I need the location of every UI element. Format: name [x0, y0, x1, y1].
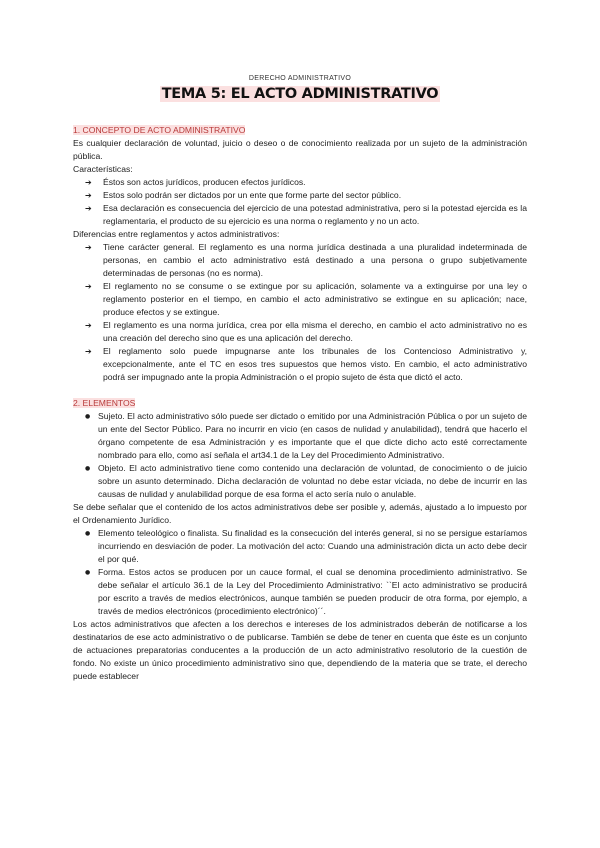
subject-label: DERECHO ADMINISTRATIVO — [248, 75, 352, 82]
list-item: ➔ Estos solo podrán ser dictados por un ente que forme parte del sector público. — [73, 189, 527, 202]
differences-list — [73, 241, 527, 384]
section-2-heading-text: 2. ELEMENTOS — [73, 398, 136, 408]
list-item: ● Objeto. El acto administrativo tiene como contenido una declaración de voluntad, de conocimiento o de juicio sobre un asunto determinado. Dicha declaración de voluntad no debe estar viciada, no debe de incurrir en las causas de nulidad y anulabilidad porque de esa forma el acto sería nulo o anulable. — [73, 462, 527, 501]
elements-list-a — [73, 410, 527, 501]
list-item: ● Elemento teleológico o finalista. Su finalidad es la consecución del interés general, si no se persigue estaríamos incurriendo en desviación de poder. La motivación del acto: Cuando una administración dicta un acto debe decir el por qué. — [73, 527, 527, 566]
differences-label: Diferencias entre reglamentos y actos administrativos: — [73, 229, 280, 239]
elements-list-b — [73, 527, 527, 618]
page-title — [0, 86, 600, 102]
list-item: ➔ El reglamento es una norma jurídica, crea por ella misma el derecho, en cambio el acto administrativo no es una creación del derecho sino que es una aplicación del derecho. — [73, 319, 527, 345]
list-item: ● Sujeto. El acto administrativo sólo puede ser dictado o emitido por una Administración Pública o por un sujeto de un ente del Sector Público. Para no incurrir en vicio (en casos de nulidad y anulabilidad), tendrá que hacerlo el órgano competente de esa Administración y es importante que el que dicte dicho acto esté correctamente nombrado para ello, como así señala el art34.1 de la Ley del Procedimiento Administrativo. — [73, 410, 527, 462]
list-item: ➔ El reglamento no se consume o se extingue por su aplicación, solamente va a extinguirse por una ley o reglamento posterior en el tiempo, en cambio el acto administrativo se extingue en su aplicación; nace, produce efectos y se extingue. — [73, 280, 527, 319]
list-item: ➔ Tiene carácter general. El reglamento es una norma jurídica destinada a una pluralidad indeterminada de personas, en cambio el acto administrativo está destinado a una persona o grupo subjetivamente determinadas de personas (no es norma). — [73, 241, 527, 280]
list-item: ● Forma. Estos actos se producen por un cauce formal, el cual se denomina procedimiento administrativo. Se debe señalar el artículo 36.1 de la Ley del Procedimiento Administrativo: ``El acto administrativo se producirá por escrito a través de medios electrónicos, aunque también se pueden producir de otra forma, por ejemplo, a través de medios electrónicos (procedimiento electrónico)´´. — [73, 566, 527, 618]
section-1-heading-text: 1. CONCEPTO DE ACTO ADMINISTRATIVO — [73, 125, 246, 135]
list-item: ➔ Esa declaración es consecuencia del ejercicio de una potestad administrativa, pero si la potestad ejercida es la reglamentaria, el producto de su ejercicio es una norma o reglamento y no un acto. — [73, 202, 527, 228]
note-paragraph: Se debe señalar que el contenido de los actos administrativos debe ser posible y, además, ajustado a lo impuesto por el Ordenamiento Jurídico. — [73, 502, 527, 525]
list-item: ➔ Éstos son actos jurídicos, producen efectos jurídicos. — [73, 176, 527, 189]
features-label: Características: — [73, 164, 133, 174]
section-2-heading — [73, 397, 527, 410]
definition-paragraph: Es cualquier declaración de voluntad, juicio o deseo o de conocimiento realizada por un sujeto de la administración pública. — [73, 138, 527, 161]
features-list — [73, 176, 527, 228]
closing-paragraph: Los actos administrativos que afecten a los derechos e intereses de los administrados deberán de notificarse a los destinatarios de ese acto administrativo o de publicarse. También se debe de tener en cuenta que éste es un conjunto de actuaciones preparatorias conducentes a la producción de un acto administrativo resolutorio de la cuestión de fondo. No existe un único procedimiento administrativo sino que, dependiendo de la materia que se trate, el derecho puede establecer — [73, 619, 527, 681]
list-item: ➔ El reglamento solo puede impugnarse ante los tribunales de los Contencioso Administrativo y, excepcionalmente, ante el TC en esos tres supuestos que hemos visto. En cambio, el acto administrativo podrá ser impugnado ante la propia Administración o el propio sujeto de ésta que dictó el acto. — [73, 345, 527, 384]
page-title-text: TEMA 5: EL ACTO ADMINISTRATIVO — [161, 86, 439, 102]
section-1-heading — [73, 124, 527, 137]
document-body — [73, 124, 527, 683]
